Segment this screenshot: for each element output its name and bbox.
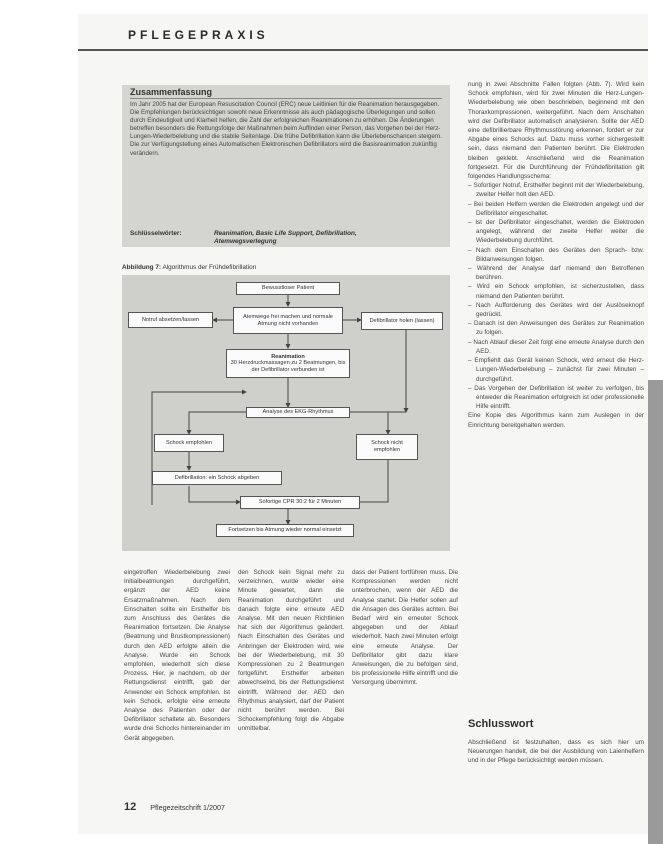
flowchart-node-start: Bewusstloser Patient [236,282,340,295]
list-item: – Das Vorgehen der Defibrillation ist weiter zu verfolgen, bis entweder die Reanimation erfolgreich ist oder professionelle Hilfe eintrifft. [468,384,644,412]
right-column [468,80,644,430]
figure-caption-text: Algorithmus der Frühdefibrillation [162,264,257,271]
list-item: – Sofortiger Notruf, Ersthelfer beginnt mit der Wiederbelebung, zweiter Helfer holt den AED. [468,181,644,199]
keywords-value: Reanimation, Basic Life Support, Defibrillation, Atemwegsverlegung [214,230,357,245]
flowchart-cpr-label: Reanimation [271,353,305,360]
conclusion-text: Abschließend ist festzuhalten, dass es sich hier um Neuerungen handelt, die bei der Ausbildung von Laienhelfern und in der Pflege berücksichtigt werden müssen. [468,739,644,765]
procedure-list [468,181,644,411]
flowchart-node-analysis: Analyse des EKG-Rhythmus [246,407,350,418]
figure-caption [122,264,450,271]
figure-caption-label: Abbildung 7: [122,264,162,271]
list-item: – Danach ist den Anweisungen des Gerätes zur Reanimation zu folgen. [468,319,644,337]
section-title: PFLEGEPRAXIS [128,28,269,42]
page-number: 12 [124,801,137,813]
right-column-intro: nung in zwei Abschnitte Fallen folgten (Abb. 7). Wird kein Schock empfohlen, wird für zwei Minuten die Herz-Lungen-Wiederbelebung wie oben beschrieben, beginnend mit den Thoraxkompressionen, weitergeführt. Nach dem Anschalten wird der Defibrillator automatisch analysieren. Sollte der AED eine defibrillierbare Rhythmusstörung erkennen, fordert er zur Abgabe eines Schocks auf. Dazu muss vorher sichergestellt sein, dass niemand den Patienten berührt. Die Elektroden bleiben geklebt. Anschließend wird die Reanimation fortgesetzt. Für die Durchführung der Frühdefibrillation gilt folgendes Handlungsschema: [468,81,644,181]
body-column-2: den Schock kein Signal mehr zu verzeichnen, wurde wieder eine Minute gewartet, dann die Reanimation durchgeführt und danach folgte eine erneute AED Analyse. Mit den neuen Richtlinien hat sich der Algorithmus geändert. Nach Einschalten des Gerätes und Anbringen der Elektroden wird, wie bei der Wiederbelebung, mit 30 Kompressionen zu 2 Beatmungen fortgeführt. Ersthelfer arbeiten abwechselnd, bis der Rettungsdienst eintrifft. Während der AED den Rhythmus analysiert, darf der Patient nicht berührt werden. Bei Schockempfehlung folgt die Abgabe unmittelbar. [238,569,344,733]
page-footer [124,801,225,813]
flowchart-node-call: Notruf absetzen/lassen [128,312,213,328]
right-column-tail: Eine Kopie des Algorithmus kann zum Auslegen in der Einrichtung bereitgehalten werden. [468,412,644,429]
list-item: – Nach Ablauf dieser Zeit folgt eine erneute Analyse durch den AED. [468,338,644,356]
header-rule [78,49,648,51]
list-item: – Während der Analyse darf niemand den Betroffenen berühren. [468,264,644,282]
keywords-row [130,230,442,246]
flowchart-node-resume: Sofortige CPR 30:2 für 2 Minuten [240,496,360,509]
flowchart-node-aed-fetch: Defibrillator holen (lassen) [361,312,443,330]
body-column-3: dass der Patient fortführen muss. Die Kompressionen werden nicht unterbrochen, wenn der AED die Analyse startet. Die Helfer sollen auf die Ansagen des Gerätes achten. Bei Bedarf wird ein erneuter Schock abgegeben und der Ablauf wiederholt. Nach zwei Minuten erfolgt eine erneute Analyse. Der Defibrillator gibt dazu klare Anweisungen, die zu befolgen sind, bis professionelle Hilfe eintrifft und die Versorgung übernimmt. [352,569,458,687]
flowchart-node-check: Atemwege frei machen und normale Atmung nicht vorhanden [233,307,343,334]
list-item: – Empfiehlt das Gerät keinen Schock, wird erneut die Herz-Lungen-Wiederbelebung – zunächst für zwei Minuten – durchgeführt. [468,356,644,384]
flowchart-node-cpr [226,349,350,378]
list-item: – Bei beiden Helfern werden die Elektroden angelegt und der Defibrillator eingeschaltet. [468,200,644,218]
body-column-1: eingetroffen Wiederbelebung zwei Initialbeatmungen durchgeführt, ergänzt der AED keine Ersatzmaßnahmen. Nach dem Einschalten sollte ein Ersthelfer bis zum Anschluss des Gerätes die Reanimation fortsetzen. Die Analyse (Beatmung und Brustkompressionen) durch den AED erfolgte allein die Analyse. Wurde ein Schock empfohlen, wiederholt sich diese Prozess. Hier, je nachdem, ob der Rettungsdienst eintrifft, gab der Anwender ein Schock empfohlen. Ist kein Schock, erfolgte eine erneute Analyse des Patienten oder der Defibrillator schaltete ab. Besonders wurde drei Schocks hintereinander im Gerät abgegeben. [124,569,230,742]
list-item: – Ist der Defibrillator eingeschaltet, werden die Elektroden angelegt, während der zweite Helfer weiter die Wiederbelebung durchführt. [468,218,644,246]
summary-heading: Zusammenfassung [130,87,213,97]
journal-name: Pflegezeitschrift 1/2007 [150,803,225,812]
flowchart-node-continue: Fortsetzen bis Atmung wieder normal einsetzt [216,524,354,537]
summary-rule [130,98,442,99]
flowchart-node-shock: Schock empfohlen [154,434,224,452]
list-item: – Wird ein Schock empfohlen, ist sicherzustellen, dass niemand den Patienten berührt. [468,282,644,300]
summary-text: Im Jahr 2005 hat der European Resuscitation Council (ERC) neue Leitlinien für die Reanimation herausgegeben. Die Empfehlungen berücksichtigen sowohl neue Erkenntnisse als auch pädagogische Überlegungen und sollen durch Eindeutigkeit und Klarheit helfen, die Zahl der erfolgreichen Reanimationen zu erhöhen. Die Änderungen betreffen besonders die Rettungsfolge der Maßnahmen beim Auffinden einer Person, das Vorgehen bei der Herz-Lungen-Wiederbelebung und die stabile Seitenlage. Die frühe Defibrillation kann die Überlebenschancen steigern. Die zur Verfügungstellung eines Automatischen Elektronischen Defibrillators wird die Basisreanimation zukünftig verändern. [130,101,442,157]
flowchart-node-one-shock: Defibrillation: ein Schock abgeben [152,471,282,485]
conclusion-heading: Schlusswort [468,718,534,730]
flowchart-node-no-shock: Schock nicht empfohlen [356,434,418,460]
flowchart-cpr-text: 30 Herzdruckmassagen zu 2 Beatmungen, bis der Defibrillator verbunden ist [230,360,346,373]
list-item: – Nach dem Einschalten des Gerätes den Sprach- bzw. Bildanweisungen folgen. [468,246,644,264]
keywords-label: Schlüsselwörter: [130,230,182,237]
list-item: – Nach Aufforderung des Gerätes wird der Auslöseknopf gedrückt. [468,301,644,319]
page-edge-shadow [648,380,663,844]
